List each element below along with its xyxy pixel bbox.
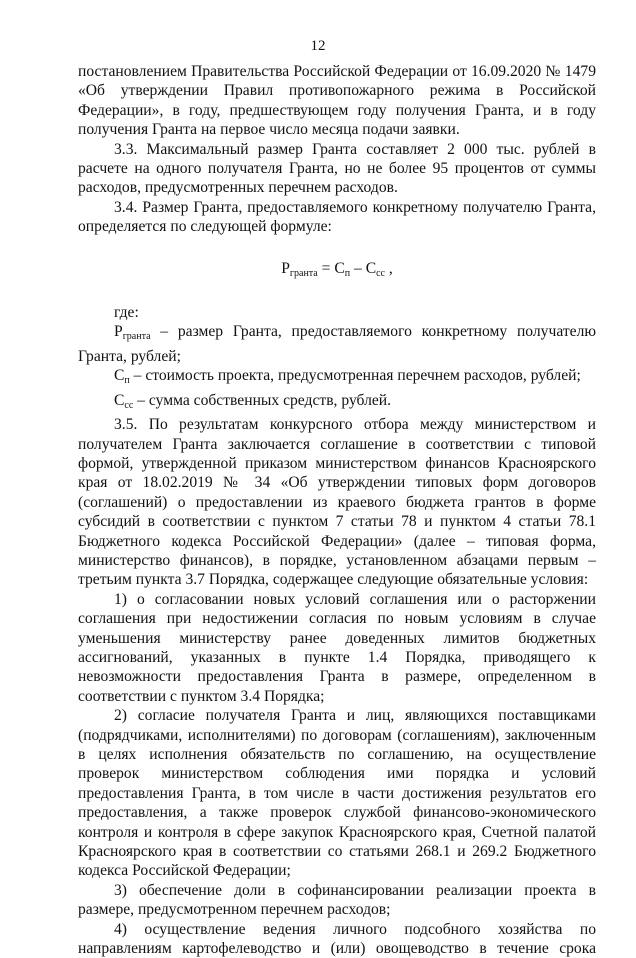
definition-symbol: С: [114, 391, 125, 409]
definition-text: – сумма собственных средств, рублей.: [133, 391, 392, 409]
definition-subscript: гранта: [122, 331, 151, 343]
formula-lhs-sub: гранта: [289, 267, 318, 279]
paragraph-3-5: 3.5. По результатам конкурсного отбора между министерством и получателем Гранта заключается соглашение в соответствии с типовой формой, утвержденной приказом министерством финансов Красноярского края от 18.02.2019 № 34 «Об утверждении типовых форм договоров (соглашений) о предоставлении из краевого бюджета грантов в форме субсидий в соответствии с пунктом 7 статьи 78 и пунктом 4 статьи 78.1 Бюджетного кодекса Российской Федерации» (далее – типовая форма, министерство финансов), в порядке, установленном абзацами первым – третьим пункта 3.7 Порядка, содержащее следующие обязательные условия:: [78, 416, 596, 589]
definition-text: – стоимость проекта, предусмотренная перечнем расходов, рублей;: [129, 367, 581, 385]
paragraph-3-4: 3.4. Размер Гранта, предоставляемого конкретному получателю Гранта, определяется по следующей формуле:: [78, 198, 596, 236]
definition-subscript: п: [124, 375, 130, 387]
condition-1: 1) о согласовании новых условий соглашения или о расторжении соглашения при недостижении согласия по новым условиям в случае уменьшения министерству ранее доведенных лимитов бюджетных ассигнований, указанных в пункте 1.4 Порядка, приводящего к невозможности предоставления Гранта в размере, определенном в соответствии с пунктом 3.4 Порядка;: [78, 590, 596, 705]
definition-symbol: Р: [114, 323, 123, 341]
condition-3: 3) обеспечение доли в софинансировании реализации проекта в размере, предусмотренном перечнем расходов;: [78, 881, 596, 919]
paragraph-continuation: постановлением Правительства Российской Федерации от 16.09.2020 № 1479 «Об утверждении Правил противопожарного режима в Российской Федерации», в году, предшествующем году получения Гранта, и в году получения Гранта на первое число месяца подачи заявки.: [78, 63, 596, 139]
formula-b-sub: сс: [376, 267, 385, 279]
definition-own-funds: [78, 391, 596, 415]
formula-lhs: Р: [281, 259, 290, 277]
document-body: [78, 62, 596, 958]
formula-eq: =: [317, 259, 335, 277]
paragraph-3-3: 3.3. Максимальный размер Гранта составляет 2 000 тыс. рублей в расчете на одного получателя Гранта, но не более 95 процентов от суммы расходов, предусмотренных перечнем расходов.: [78, 140, 596, 197]
definition-subscript: сс: [124, 399, 134, 411]
definition-grant: [78, 322, 596, 366]
page-number: 12: [310, 38, 326, 54]
formula-minus: –: [350, 259, 366, 277]
formula-a: С: [334, 259, 345, 277]
where-label: где:: [114, 304, 139, 322]
definition-symbol: С: [114, 367, 125, 385]
grant-formula: [78, 259, 596, 283]
condition-4: 4) осуществление ведения личного подсобного хозяйства по направлениям картофелеводство и (или) овощеводство в течение срока: [78, 920, 596, 958]
formula-tail: ,: [384, 259, 393, 277]
definition-project-cost: [78, 366, 596, 390]
formula-a-sub: п: [344, 267, 351, 279]
condition-2: 2) согласие получателя Гранта и лиц, являющихся поставщиками (подрядчиками, исполнителями) по договорам (соглашениям), заключенным в целях исполнения обязательств по соглашению, на осуществление проверок министерством соблюдения ими порядка и условий предоставления Гранта, в том числе в части достижения результатов его предоставления, а также проверок службой финансово-экономического контроля и контроля в сфере закупок Красноярского края, Счетной палатой Красноярского края в соответствии со статьями 268.1 и 269.2 Бюджетного кодекса Российской Федерации;: [78, 707, 596, 880]
definition-text: – размер Гранта, предоставляемого конкретному получателю Гранта, рублей;: [78, 323, 596, 365]
formula-b: С: [365, 259, 377, 277]
